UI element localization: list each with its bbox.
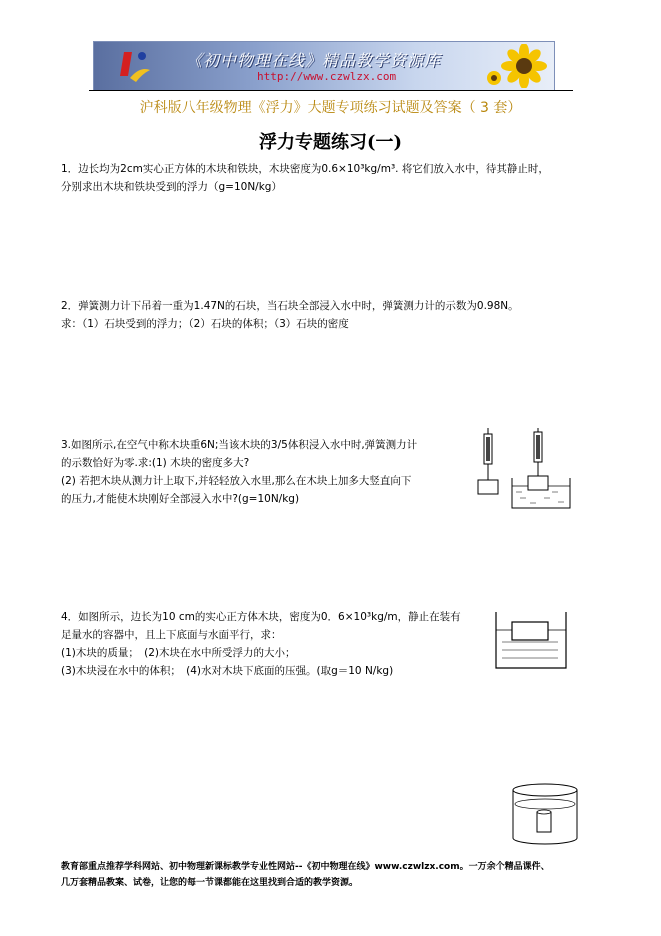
wood-block [512,622,548,640]
question-line: 3.如图所示,在空气中称木块重6N;当该木块的3/5体积浸入水中时,弹簧测力计 [61,439,418,451]
question-2 [61,297,519,333]
left-scale-inner [486,437,490,461]
banner-title: 《初中物理在线》精品教学资源库 [186,51,442,70]
question-line: 4．如图所示，边长为10 cm的实心正方体木块，密度为0．6×10³kg/m，静止在装有 [61,611,461,623]
question-line: 2．弹簧测力计下吊着一重为1.47N的石块，当石块全部浸入水中时，弹簧测力计的示数为0.98N。 [61,300,519,312]
header-divider [89,90,573,91]
site-logo-icon [116,48,152,84]
page-title: 浮力专题练习(一) [258,132,403,153]
water-surface [515,799,575,809]
header-banner [93,41,555,91]
question-line: 1．边长均为2cm实心正方体的木块和铁块，木块密度为0.6×10³kg/m³. 将它们放入水中，待其静止时， [61,163,549,175]
footer-line: 几万套精品教案、试卷，让您的每一节课都能在这里找到合适的教学资源。 [61,878,359,888]
spring-scale-figure [474,428,574,512]
cylinder-container-figure [510,782,580,848]
question-1 [61,160,549,196]
page-footer [61,859,550,891]
sunflower-icon [484,44,548,88]
inner-cylinder-top [537,810,551,814]
water-ripples [502,642,558,658]
inner-cylinder [537,812,551,832]
question-line: (2) 若把木块从测力计上取下,并轻轻放入水里,那么在木块上加多大竖直向下 [61,475,412,487]
question-3 [61,436,417,508]
question-line: 足量水的容器中，且上下底面与水面平行，求： [61,629,282,641]
footer-line: 教育部重点推荐学科网站、初中物理新课标教学专业性网站--《初中物理在线》www.czwlzx.com。一万余个精品课件、 [61,862,550,872]
series-title: 沪科版八年级物理《浮力》大题专项练习试题及答案（ 3 套） [139,100,522,116]
question-line: (1)木块的质量； (2)木块在水中所受浮力的大小； [61,647,296,659]
question-line: 的压力,才能使木块刚好全部浸入水中?(g=10N/kg) [61,493,300,505]
right-scale-inner [536,435,540,459]
banner-url[interactable]: http://www.czwlzx.com [257,70,397,83]
left-wood-block [478,480,498,494]
container-bottom [513,838,577,844]
question-line: 求：（1）石块受到的浮力；（2）石块的体积；（3）石块的密度 [61,318,349,330]
question-4 [61,608,461,680]
floating-block-figure [494,610,568,670]
question-line: 的示数恰好为零.求:(1) 木块的密度多大? [61,457,250,469]
question-line: 分别求出木块和铁块受到的浮力（g=10N/kg） [61,181,282,193]
water-ripples [516,492,564,503]
right-wood-block [528,476,548,490]
container-top-rim [513,784,577,796]
question-line: (3)木块浸在水中的体积； (4)水对木块下底面的压强。(取g＝10 N/kg) [61,665,394,677]
